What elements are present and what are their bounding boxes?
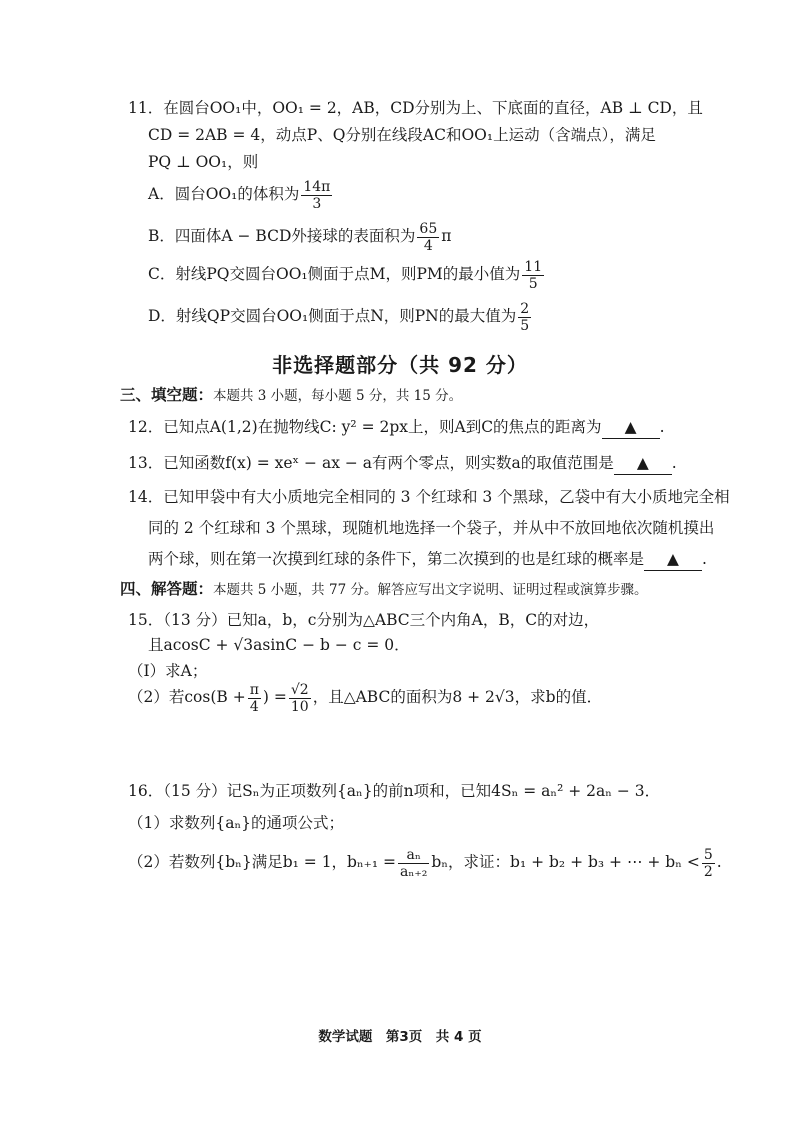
section-title: 非选择题部分（共 92 分）	[272, 353, 528, 377]
fraction-numerator: 11	[524, 258, 543, 275]
page-footer: 数学试题 第3页 共 4 页	[318, 1029, 482, 1045]
q12	[128, 416, 665, 439]
q11-option-d-fraction	[518, 301, 531, 334]
q16-part1: （1）求数列{aₙ}的通项公式；	[128, 814, 345, 832]
q15-part2-post: ，且△ABC的面积为8 + 2√3，求b的值．	[312, 688, 603, 706]
q11-line3: PQ ⊥ OO₁，则	[148, 153, 259, 171]
fraction-denominator: 2	[703, 863, 713, 880]
q15-part2-pre: （2）若cos(B +	[128, 688, 246, 706]
part3-label: 三、填空题：	[120, 386, 214, 404]
answer-blank: ▲	[644, 548, 702, 571]
part4-heading	[120, 578, 647, 601]
fraction-numerator: √2	[290, 681, 309, 698]
q11-option-d-text: D．射线QP交圆台OO₁侧面于点N，则PN的最大值为	[148, 307, 517, 325]
fraction-numerator: aₙ	[398, 847, 429, 864]
fraction-numerator: 14π	[303, 178, 331, 195]
q11-option-c-fraction	[522, 259, 544, 292]
fraction-numerator: 65	[419, 220, 438, 237]
q12-end: .	[659, 418, 665, 436]
q16-fraction-a	[398, 847, 429, 880]
q11-line2: CD = 2AB = 4，动点P、Q分别在线段AC和OO₁上运动（含端点），满足	[148, 126, 656, 144]
q15-part2	[128, 676, 602, 718]
fraction-numerator: π	[249, 681, 259, 698]
q16-part2-end: .	[716, 853, 722, 871]
fraction-denominator: 3	[312, 195, 322, 212]
part4-label: 四、解答题：	[120, 580, 214, 598]
q16-part2-pre: （2）若数列{bₙ}满足b₁ = 1，bₙ₊₁ =	[128, 853, 396, 871]
q14-end: .	[702, 550, 707, 568]
part4-desc: 本题共 5 小题，共 77 分。解答应写出文字说明、证明过程或演算步骤。	[213, 582, 648, 598]
q12-text: 12．已知点A(1,2)在抛物线C: y² = 2px上，则A到C的焦点的距离为	[128, 418, 602, 436]
q11-option-d	[148, 298, 533, 334]
q15-fraction-sqrt2-10	[289, 682, 311, 715]
q15-part2-mid: ) =	[262, 688, 287, 706]
q14-line1: 14．已知甲袋中有大小质地完全相同的 3 个红球和 3 个黑球，乙袋中有大小质地完全相	[128, 488, 730, 506]
q16-line1: 16．（15 分）记Sₙ为正项数列{aₙ}的前n项和，已知4Sₙ = aₙ² + 2aₙ − 3．	[128, 782, 661, 800]
q16-part2	[128, 840, 722, 884]
q13-text: 13．已知函数f(x) = xeˣ − ax − a有两个零点，则实数a的取值范围是	[128, 454, 614, 472]
q11-option-b-text: B．四面体A − BCD外接球的表面积为	[148, 227, 416, 245]
fraction-denominator: aₙ₊₂	[400, 863, 428, 880]
fraction-denominator: 5	[520, 317, 530, 334]
q14-line2: 同的 2 个红球和 3 个黑球，现随机地选择一个袋子，并从中不放回地依次随机摸出	[148, 519, 715, 537]
q15-line1: 15．（13 分）已知a，b，c分别为△ABC三个内角A，B，C的对边，	[128, 611, 600, 629]
q13-end: .	[671, 454, 677, 472]
fraction-denominator: 5	[528, 275, 538, 292]
fraction-denominator: 4	[249, 698, 259, 715]
pi-symbol: π	[441, 227, 452, 245]
q11-option-b	[148, 218, 451, 254]
q15-line2: 且acosC + √3asinC − b − c = 0．	[148, 636, 410, 654]
q15-part1: （I）求A；	[128, 662, 208, 680]
answer-blank: ▲	[614, 452, 672, 475]
fraction-denominator: 4	[423, 237, 433, 254]
fraction-denominator: 10	[290, 698, 309, 715]
q11-option-c-text: C．射线PQ交圆台OO₁侧面于点M，则PM的最小值为	[148, 265, 521, 283]
part3-desc: 本题共 3 小题，每小题 5 分，共 15 分。	[213, 388, 463, 404]
q13	[128, 452, 677, 475]
q11-line1: 11．在圆台OO₁中，OO₁ = 2，AB，CD分别为上、下底面的直径，AB ⊥ CD，且	[128, 99, 703, 117]
q14-text: 两个球，则在第一次摸到红球的条件下，第二次摸到的也是红球的概率是	[148, 550, 645, 568]
q14-line3	[148, 548, 707, 571]
fraction-numerator: 5	[703, 846, 713, 863]
q11-option-a-fraction	[301, 179, 332, 212]
q16-part2-mid: bₙ，求证：b₁ + b₂ + b₃ + ⋯ + bₙ <	[431, 853, 700, 871]
q16-fraction-5-2	[702, 847, 715, 880]
q15-fraction-pi-4	[248, 682, 261, 715]
q11-option-c	[148, 256, 546, 292]
answer-blank: ▲	[602, 416, 660, 439]
q11-option-a-text: A．圆台OO₁的体积为	[148, 185, 300, 203]
part3-heading	[120, 384, 462, 407]
fraction-numerator: 2	[520, 300, 530, 317]
q11-option-b-fraction	[417, 221, 439, 254]
q11-option-a	[148, 176, 334, 212]
